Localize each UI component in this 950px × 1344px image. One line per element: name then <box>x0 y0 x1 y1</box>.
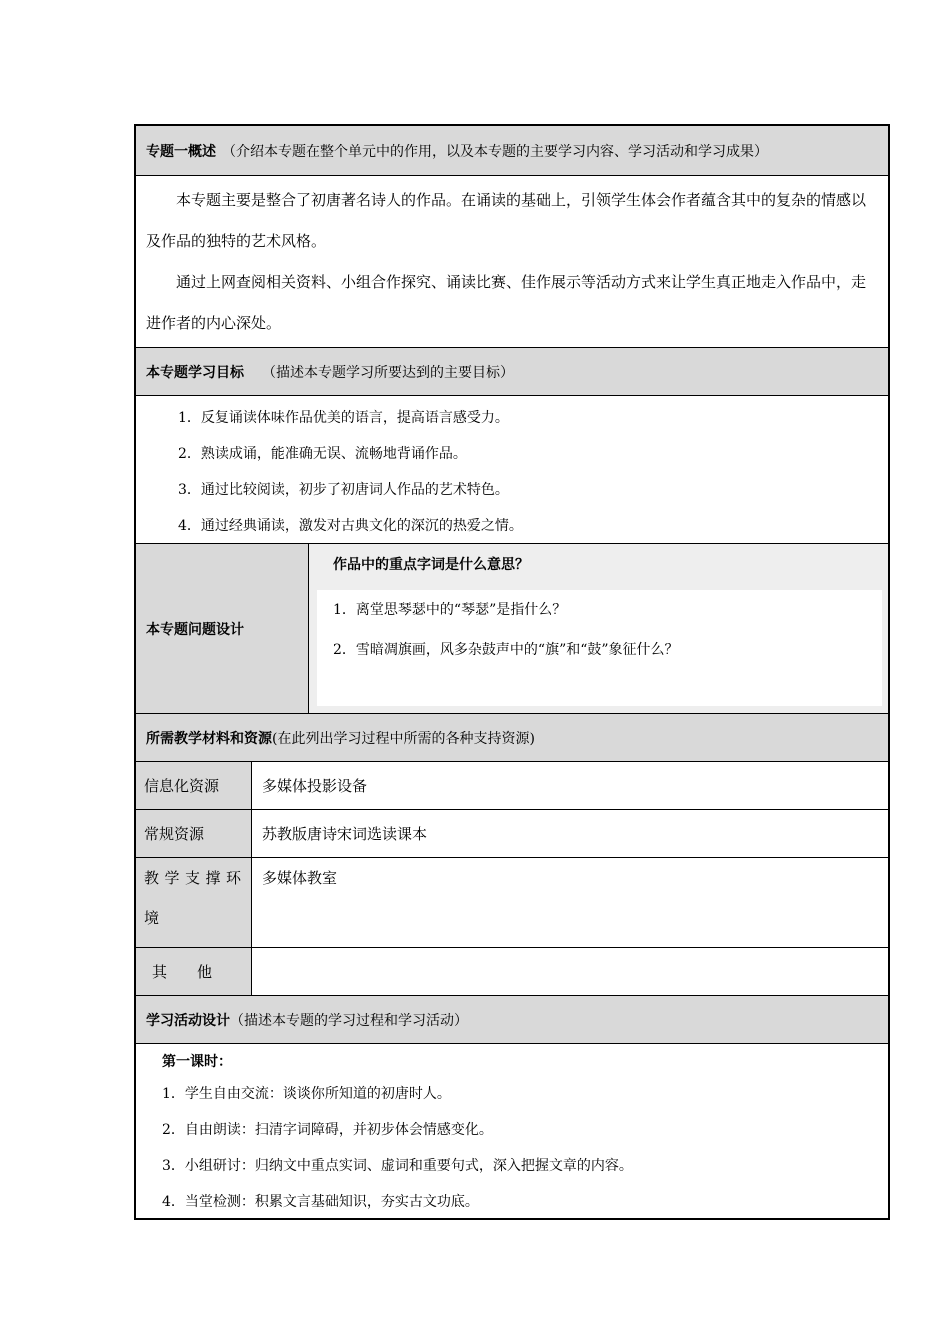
resource-value: 多媒体教室 <box>262 869 338 887</box>
goals-desc: （描述本专题学习所要达到的主要目标） <box>262 364 514 381</box>
activity-item: 4．当堂检测：积累文言基础知识，夯实古文功底。 <box>162 1194 479 1210</box>
activity-item: 1．学生自由交流：谈谈你所知道的初唐时人。 <box>162 1086 451 1102</box>
questions-row <box>136 544 888 714</box>
resource-label-line: 教学支撑环 <box>144 869 243 887</box>
resource-row <box>136 858 888 948</box>
resource-label: 其 他 <box>136 948 252 995</box>
resource-value <box>252 948 888 995</box>
overview-paragraph-2: 通过上网查阅相关资料、小组合作探究、诵读比赛、佳作展示等活动方式来让学生真正地走入作品中，走进作者的内心深处。 <box>146 273 867 332</box>
activities-header <box>136 996 888 1044</box>
questions-label: 本专题问题设计 <box>136 544 309 713</box>
goals-body <box>136 396 888 544</box>
questions-area <box>309 544 888 713</box>
goal-item: 2．熟读成诵，能准确无误、流畅地背诵作品。 <box>178 446 467 462</box>
lesson-plan-table <box>134 124 890 1220</box>
resource-label <box>136 858 252 947</box>
resource-row <box>136 948 888 996</box>
activities-desc: （描述本专题的学习过程和学习活动） <box>230 1012 468 1029</box>
questions-heading: 作品中的重点字词是什么意思？ <box>333 557 529 573</box>
resource-label: 信息化资源 <box>136 762 252 809</box>
activity-item: 3．小组研讨：归纳文中重点实词、虚词和重要句式，深入把握文章的内容。 <box>162 1158 633 1174</box>
resources-header <box>136 714 888 762</box>
resource-row <box>136 762 888 810</box>
resources-desc: (在此列出学习过程中所需的各种支持资源) <box>272 730 535 747</box>
goal-item: 1．反复诵读体味作品优美的语言，提高语言感受力。 <box>178 410 509 426</box>
question-item: 2．雪暗凋旗画，风多杂鼓声中的“旗”和“鼓”象征什么？ <box>333 642 679 658</box>
lesson-title: 第一课时： <box>162 1054 232 1070</box>
overview-title: 专题一概述 <box>146 143 216 160</box>
overview-header <box>136 126 888 176</box>
question-item: 1．离堂思琴瑟中的“琴瑟”是指什么？ <box>333 602 567 618</box>
questions-box <box>317 590 882 706</box>
resources-title: 所需教学材料和资源 <box>146 730 272 747</box>
resource-value: 苏教版唐诗宋词选读课本 <box>262 825 428 843</box>
overview-body <box>136 176 888 348</box>
goals-header <box>136 348 888 396</box>
resource-label-line: 境 <box>144 909 160 927</box>
goal-item: 3．通过比较阅读，初步了初唐词人作品的艺术特色。 <box>178 482 509 498</box>
activities-body <box>136 1044 888 1218</box>
overview-desc: （介绍本专题在整个单元中的作用，以及本专题的主要学习内容、学习活动和学习成果） <box>222 143 768 160</box>
activities-title: 学习活动设计 <box>146 1012 230 1029</box>
goals-title: 本专题学习目标 <box>146 364 244 381</box>
goal-item: 4．通过经典诵读，激发对古典文化的深沉的热爱之情。 <box>178 518 523 534</box>
resource-row <box>136 810 888 858</box>
resource-label: 常规资源 <box>136 810 252 857</box>
resource-value: 多媒体投影设备 <box>262 777 368 795</box>
overview-paragraph-1: 本专题主要是整合了初唐著名诗人的作品。在诵读的基础上，引领学生体会作者蕴含其中的复杂的情感以及作品的独特的艺术风格。 <box>146 191 867 250</box>
activity-item: 2．自由朗读：扫清字词障碍，并初步体会情感变化。 <box>162 1122 493 1138</box>
